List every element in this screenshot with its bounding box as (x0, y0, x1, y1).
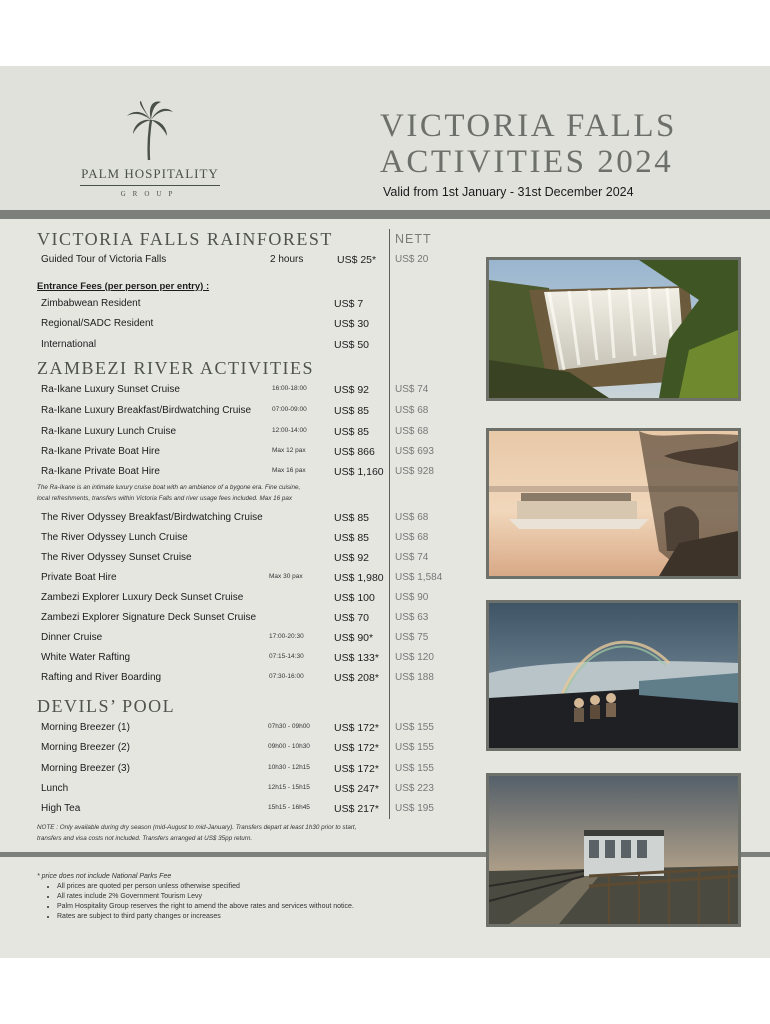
price-row (40, 552, 429, 566)
activity-time: 10h30 - 12h15 (268, 764, 310, 771)
activity-nett: US$ 68 (395, 426, 429, 437)
activity-price: US$ 172* (334, 742, 379, 754)
activity-nett: US$ 20 (395, 254, 429, 265)
footer-bullet: • Palm Hospitality Group reserves the right to amend the above rates and services without notice. (57, 902, 354, 912)
activity-nett: US$ 195 (395, 803, 434, 814)
activity-name: Morning Breezer (3) (41, 763, 130, 774)
activity-price: US$ 85 (334, 512, 370, 524)
fee-row (40, 298, 390, 312)
activity-nett: US$ 155 (395, 763, 434, 774)
activity-time: Max 30 pax (269, 573, 303, 580)
activity-time: 15h15 - 16h45 (268, 804, 310, 811)
activity-name: Ra-Ikane Luxury Breakfast/Birdwatching Cruise (41, 405, 252, 416)
note-line: local refreshments, transfers within Victoria Falls and river usage fees included. Max 16 pax (37, 495, 293, 502)
activity-name: Private Boat Hire (41, 572, 117, 583)
activity-name: White Water Rafting (41, 652, 131, 663)
activity-name: Guided Tour of Victoria Falls (41, 254, 167, 265)
activity-time: Max 12 pax (272, 447, 306, 454)
activity-nett: US$ 68 (395, 512, 429, 523)
activity-price: US$ 133* (334, 652, 379, 664)
photo-river-cruise (486, 428, 741, 579)
fee-name: Zimbabwean Resident (41, 298, 141, 309)
activity-price: US$ 85 (334, 426, 370, 438)
activity-time: 09h00 - 10h30 (268, 743, 310, 750)
section-heading-devils-pool: DEVILS’ POOL (37, 696, 176, 716)
activity-name: Lunch (41, 783, 69, 794)
activity-name: Ra-Ikane Private Boat Hire (41, 466, 160, 477)
activity-nett: US$ 1,584 (395, 572, 443, 583)
activity-nett: US$ 74 (395, 384, 429, 395)
activity-price: US$ 70 (334, 612, 370, 624)
price-row (40, 672, 434, 686)
activity-price: US$ 25* (337, 254, 377, 266)
footer-price-note: * price does not include National Parks Fee (37, 873, 172, 880)
fee-price: US$ 50 (334, 339, 370, 351)
activity-time: 07:15-14:30 (269, 653, 304, 660)
activity-time: 07:30-16:00 (269, 673, 304, 680)
price-row (40, 426, 429, 440)
activity-price: US$ 90* (334, 632, 374, 644)
activity-price: US$ 100 (334, 592, 375, 604)
price-row (40, 763, 434, 777)
price-row (40, 532, 429, 546)
activity-nett: US$ 155 (395, 722, 434, 733)
fee-name: Regional/SADC Resident (41, 318, 154, 329)
price-row (40, 632, 429, 646)
activity-price: US$ 172* (334, 763, 379, 775)
footer-notes (37, 872, 354, 922)
note-line: NOTE : Only available during dry season (mid-August to mid-January). Transfers depart at least 1h30 prior to start, (37, 824, 357, 831)
brand-logo (70, 100, 230, 198)
price-row (40, 466, 434, 480)
price-row (40, 783, 434, 797)
footer-bullet-list (37, 882, 354, 922)
activity-name: Zambezi Explorer Signature Deck Sunset Cruise (41, 612, 257, 623)
activity-price: US$ 85 (334, 532, 370, 544)
activity-price: US$ 217* (334, 803, 379, 815)
price-row (40, 592, 429, 606)
activity-time: 07h30 - 09h00 (268, 723, 310, 730)
activity-name: The River Odyssey Breakfast/Birdwatching Cruise (41, 512, 263, 523)
activity-price: US$ 92 (334, 384, 370, 396)
title-line-1: VICTORIA FALLS (380, 108, 677, 144)
section-heading-rainforest: VICTORIA FALLS RAINFOREST (37, 229, 333, 249)
fee-price: US$ 7 (334, 298, 364, 310)
section-heading-zambezi: ZAMBEZI RIVER ACTIVITIES (37, 358, 314, 378)
activity-name: Morning Breezer (1) (41, 722, 130, 733)
activity-name: Zambezi Explorer Luxury Deck Sunset Cruise (41, 592, 244, 603)
activity-name: Ra-Ikane Private Boat Hire (41, 446, 160, 457)
ra-ikane-note (37, 482, 477, 504)
activity-price: US$ 1,160 (334, 466, 384, 478)
brand-rule (80, 185, 220, 186)
activity-nett: US$ 188 (395, 672, 434, 683)
activity-time: 07:00-09:00 (272, 406, 307, 413)
photo-devils-pool (486, 600, 741, 751)
validity-text: Valid from 1st January - 31st December 2024 (383, 185, 634, 199)
activity-nett: US$ 75 (395, 632, 429, 643)
fee-row (40, 339, 390, 353)
price-row (40, 405, 429, 419)
activity-name: Ra-Ikane Luxury Sunset Cruise (41, 384, 180, 395)
palm-tree-icon (125, 100, 175, 162)
price-row (40, 803, 434, 817)
price-row (40, 512, 429, 526)
header-divider (0, 210, 770, 219)
note-line: transfers and visa costs not included. Transfers arranged at US$ 35pp return. (37, 835, 253, 842)
photo-bridge-tram (486, 773, 741, 927)
activity-nett: US$ 693 (395, 446, 434, 457)
activity-time: 17:00-20:30 (269, 633, 304, 640)
price-row (40, 384, 429, 398)
footer-bullet: • All rates include 2% Government Tourism Levy (57, 892, 354, 902)
footer-bullet: • Rates are subject to third party changes or increases (57, 912, 354, 922)
title-line-2: ACTIVITIES 2024 (380, 144, 674, 180)
fee-row (40, 318, 390, 332)
activity-price: US$ 172* (334, 722, 379, 734)
activity-nett: US$ 155 (395, 742, 434, 753)
activity-time: 12h15 - 15h15 (268, 784, 310, 791)
price-row (40, 652, 434, 666)
activity-name: Morning Breezer (2) (41, 742, 130, 753)
activity-nett: US$ 120 (395, 652, 434, 663)
brand-name: PALM HOSPITALITY (81, 166, 219, 181)
activity-time: 16:00-18:00 (272, 385, 307, 392)
photo-victoria-falls (486, 257, 741, 401)
entrance-fees-title: Entrance Fees (per person per entry) : (37, 281, 210, 292)
brand-group: GROUP (120, 190, 180, 198)
activity-nett: US$ 68 (395, 405, 429, 416)
activity-name: The River Odyssey Sunset Cruise (41, 552, 192, 563)
price-row (40, 254, 429, 268)
activity-nett: US$ 74 (395, 552, 429, 563)
activity-name: The River Odyssey Lunch Cruise (41, 532, 188, 543)
activity-nett: US$ 90 (395, 592, 429, 603)
activity-time: Max 16 pax (272, 467, 306, 474)
price-row (40, 722, 434, 736)
price-row (40, 612, 429, 626)
note-line: The Ra-Ikane is an intimate luxury cruise boat with an ambiance of a bygone era. Fine cuisine, (37, 484, 301, 491)
footer-bullet: • All prices are quoted per person unless otherwise specified (57, 882, 354, 892)
devils-pool-note (37, 822, 477, 844)
activity-nett: US$ 68 (395, 532, 429, 543)
activity-price: US$ 866 (334, 446, 375, 458)
activity-price: US$ 208* (334, 672, 379, 684)
fee-price: US$ 30 (334, 318, 370, 330)
activity-name: Ra-Ikane Luxury Lunch Cruise (41, 426, 177, 437)
price-row (40, 572, 443, 586)
page-title (380, 108, 677, 180)
activity-time: 12:00-14:00 (272, 427, 307, 434)
activity-name: Dinner Cruise (41, 632, 103, 643)
activity-price: US$ 85 (334, 405, 370, 417)
nett-column-header: NETT (395, 232, 432, 246)
activity-duration: 2 hours (270, 254, 304, 265)
price-row (40, 446, 434, 460)
activity-price: US$ 1,980 (334, 572, 384, 584)
activity-price: US$ 247* (334, 783, 379, 795)
fee-name: International (41, 339, 97, 350)
activity-nett: US$ 63 (395, 612, 429, 623)
activity-name: Rafting and River Boarding (41, 672, 162, 683)
price-row (40, 742, 434, 756)
activity-price: US$ 92 (334, 552, 370, 564)
activity-name: High Tea (41, 803, 81, 814)
activity-nett: US$ 928 (395, 466, 434, 477)
activity-nett: US$ 223 (395, 783, 434, 794)
